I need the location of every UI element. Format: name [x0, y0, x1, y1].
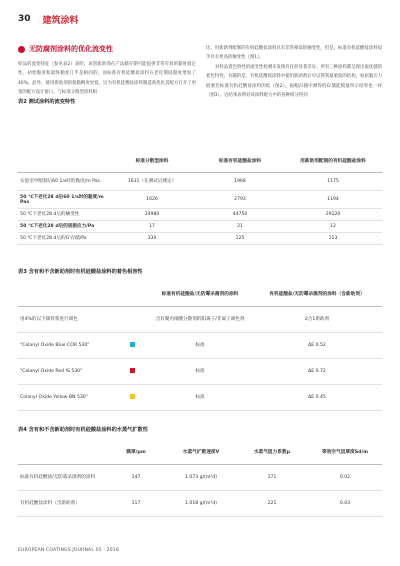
table2-caption: 表2 测试涂料的流变特性	[18, 98, 76, 105]
table-row	[18, 358, 382, 384]
table-header: 标准分散型涂料	[135, 158, 169, 164]
table-cell: 标准	[195, 343, 205, 348]
color-swatch	[130, 342, 135, 347]
table-cell: 1626	[146, 196, 158, 202]
table-row	[18, 332, 382, 358]
table-cell: ΔE 0.72	[308, 368, 326, 374]
table-row	[18, 306, 382, 332]
table-row	[18, 464, 382, 490]
table3	[18, 282, 382, 411]
table-cell: 147	[131, 474, 141, 480]
table-cell: 1.018 g/(m²d)	[185, 500, 217, 506]
table-header: 用新助剂配制的有机硅酸盐涂料	[300, 158, 366, 164]
row-label: 50 ℃下老化28 d后60 1/s时的黏度/m Pas	[20, 194, 104, 205]
table-header: 标准有机硅酸盐涂料	[218, 158, 262, 164]
table-row	[18, 384, 382, 410]
table-header-row	[18, 150, 382, 172]
table-cell: ΔE 0.52	[308, 342, 326, 348]
body-paragraph-1: 比，用新助剂配制的有机硅酸盐涂料具有非常相似的触变性，但是，标准有机硅酸盐涂料似乎具有更高的触变性（图1）。	[206, 46, 382, 61]
row-label: Colanyl Oxide Yellow BN 530"	[20, 394, 88, 400]
table-cell: 21	[237, 223, 243, 229]
table-cell: 117	[131, 500, 141, 506]
table-cell: 含有聚丙烯酸分散剂的阳离子/非离子调色剂	[155, 317, 245, 322]
table-cell: 113	[328, 235, 338, 241]
color-swatch	[130, 394, 135, 399]
table-cell: 221	[267, 500, 277, 506]
section-title: 建筑涂料	[42, 15, 79, 26]
right-column	[206, 44, 382, 100]
table-cell: 2793	[234, 196, 246, 202]
table-header-row	[18, 440, 382, 464]
table-row	[18, 208, 382, 220]
table-cell: 171	[267, 474, 277, 480]
table-row	[18, 172, 382, 190]
table-cell: 0.03	[339, 500, 351, 506]
row-label: "Colanyl Oxide Blue COR 530"	[20, 342, 90, 348]
table3-caption: 表3 含有和不含新助剂时有机硅酸盐涂料的着色相容性	[18, 269, 143, 275]
table4	[18, 440, 382, 517]
table-cell: 330	[147, 235, 157, 241]
row-label: 50 ℃下老化28 d后的G'存储/Pa	[20, 236, 87, 241]
table-cell: 44750	[232, 211, 248, 217]
table-row	[18, 490, 382, 516]
section-heading	[18, 44, 196, 54]
body-paragraph-2: 对样品着色特性的流变性检测未发现有任何显著差异。所有三种涂料都呈现出很优越的着色特性。有趣的是，有机硅酸盐涂料中使用新助剂后可以得到最柔软的结构，如屈服应力值要比标准有机硅酸盐涂料的低（图2）。振幅扫描中测得的G'储能模量所示结果也一样（图3）。这结果表明对该涂料配方中的各种组分得到	[206, 64, 382, 99]
left-column	[18, 44, 196, 105]
table-cell: 29220	[325, 211, 341, 217]
table-cell: 1.073 g/(m²d)	[185, 474, 217, 480]
table-header: 标准有机硅酸盐/无防霉杀菌剂的涂料	[161, 291, 239, 297]
row-label: 有机硅酸盐涂料（含新助剂）	[20, 501, 80, 506]
row-label: 实验室中配制后60 1/s时的黏度/m Pas	[20, 179, 100, 184]
table2	[18, 150, 382, 245]
table-row	[18, 190, 382, 208]
table4-caption: 表4 含有和不含新助剂时有机硅酸盐涂料的水蒸气扩散性	[18, 427, 148, 433]
color-swatch	[130, 368, 135, 373]
table-header: 膜厚/μm	[126, 449, 146, 455]
page-header	[18, 12, 79, 26]
row-label: 用4%的以下颜料浆进行调色	[20, 317, 78, 322]
table-header: 等效空气层厚度Sd/m	[321, 449, 369, 455]
table-cell: 1175	[327, 178, 339, 184]
page-number: 30	[18, 14, 31, 24]
table-header: 有机硅酸盐/无防霉杀菌剂的涂料（含新助剂）	[269, 291, 365, 297]
row-label: 50 ℃下老化28 d后的屈服应力/Pa	[20, 224, 95, 229]
table-cell: 1968	[234, 178, 246, 184]
body-paragraph: 样品的流变特征（参见表2）表明，该创新助剂在产品储存期可能提供非常有效的黏度稳定性。初始黏度和最终黏度几乎是相同的，而标准有机硅酸盐涂料在老化期间黏度增加了40%。此外，使用新助剂的使黏稠度更低，这为有机硅酸盐涂料制造商优化其配方打开了更宽的配方设计窗口。与标准分散型涂料相	[18, 62, 196, 96]
table-row	[18, 220, 382, 232]
table-cell: 2合1新助剂	[304, 317, 330, 322]
table-cell: ΔE 0.45	[308, 394, 326, 400]
page-footer: EUROPEAN COATINGS JOURNAL 05 · 2018	[18, 548, 119, 553]
table-cell: 1631（在测试后测定）	[127, 179, 177, 184]
row-label: "Colanyl Oxide Red IS 530"	[20, 368, 83, 374]
row-label: 50 ℃下老化28 d后的触变性	[20, 212, 80, 217]
table-header: 水蒸气扩散速度V	[182, 449, 220, 455]
bullet-icon	[18, 46, 25, 53]
table-cell: 标准	[195, 369, 205, 374]
table-cell: 12	[330, 223, 336, 229]
table-header: 水蒸气阻力系数μ	[253, 449, 291, 455]
table-row	[18, 232, 382, 244]
table-cell: 17	[149, 223, 155, 229]
row-label: 标准有机硅酸盐/无防霉杀菌剂的涂料	[20, 475, 96, 480]
table-cell: 125	[235, 235, 245, 241]
table-cell: 0.02	[339, 474, 351, 480]
table-cell: 标准	[195, 395, 205, 400]
table-cell: 24980	[144, 211, 160, 217]
table-cell: 1194	[327, 196, 339, 202]
table-header-row	[18, 282, 382, 306]
section-heading-text: 无防腐剂涂料的优化流变性	[29, 45, 113, 53]
